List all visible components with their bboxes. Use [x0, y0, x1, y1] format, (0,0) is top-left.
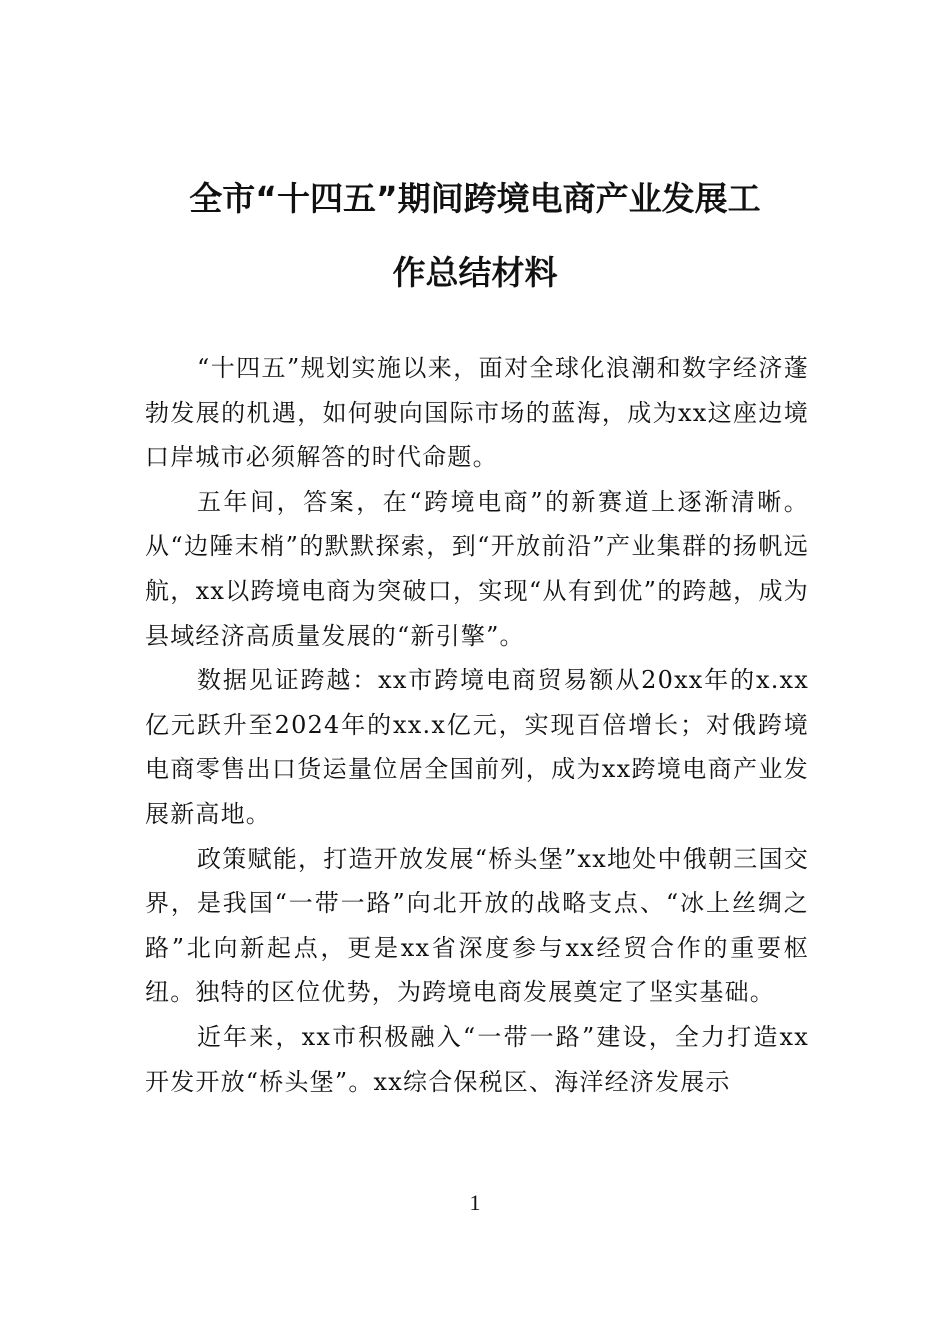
paragraph-4: 政策赋能，打造开放发展“桥头堡”xx地处中俄朝三国交界，是我国“一带一路”向北开放的战略支点、“冰上丝绸之路”北向新起点，更是xx省深度参与xx经贸合作的重要枢纽。独特的区位优势，为跨境电商发展奠定了坚实基础。	[145, 844, 809, 1007]
paragraph-1: “十四五”规划实施以来，面对全球化浪潮和数字经济蓬勃发展的机遇，如何驶向国际市场的蓝海，成为xx这座边境口岸城市必须解答的时代命题。	[145, 354, 809, 472]
title-line-2: 作总结材料	[392, 253, 558, 292]
paragraph-2: 五年间，答案，在“跨境电商”的新赛道上逐渐清晰。从“边陲末梢”的默默探索，到“开放前沿”产业集群的扬帆远航，xx以跨境电商为突破口，实现“从有到优”的跨越，成为县域经济高质量发展的“新引擎”。	[145, 487, 809, 650]
paragraph-5: 近年来，xx市积极融入“一带一路”建设，全力打造xx开发开放“桥头堡”。xx综合保税区、海洋经济发展示	[145, 1022, 809, 1096]
document-title	[140, 162, 810, 310]
title-line-1: 全市“十四五”期间跨境电商产业发展工	[189, 179, 761, 218]
page-number: 1	[469, 1190, 481, 1215]
document-body	[145, 346, 809, 1104]
paragraph-3: 数据见证跨越：xx市跨境电商贸易额从20xx年的x.xx亿元跃升至2024年的xx.x亿元，实现百倍增长；对俄跨境电商零售出口货运量位居全国前列，成为xx跨境电商产业发展新高地。	[145, 666, 809, 828]
